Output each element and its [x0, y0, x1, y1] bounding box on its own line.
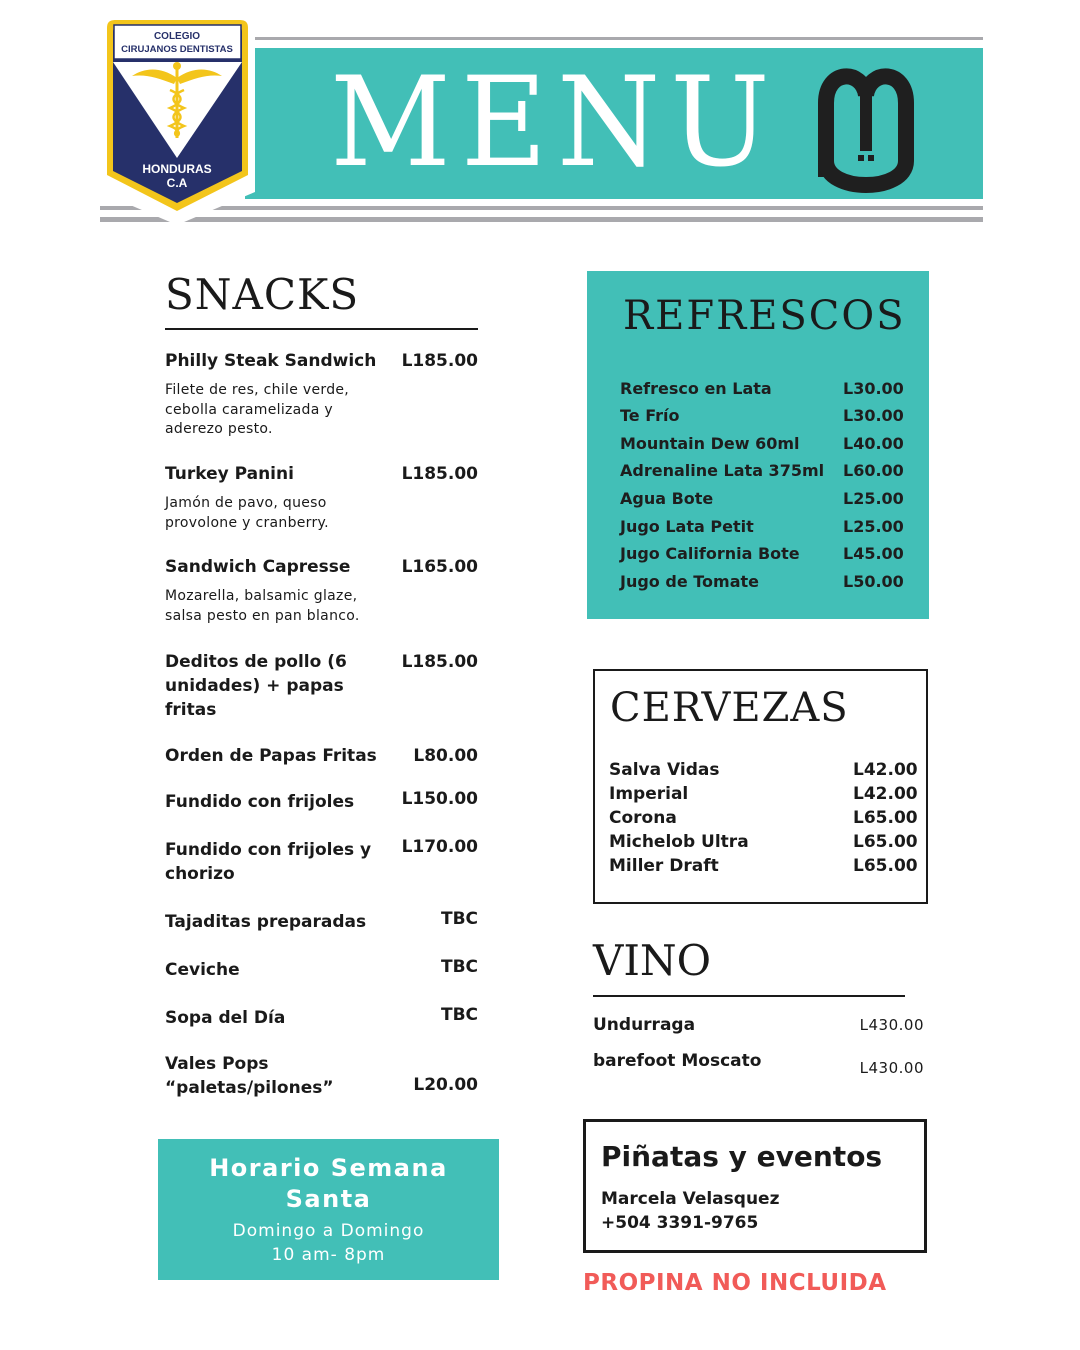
contact-name: Marcela Velasquez	[601, 1189, 780, 1209]
drink-name: Jugo Lata Petit	[620, 517, 754, 536]
snacks-heading: SNACKS	[165, 270, 360, 319]
item-description: Mozarella, balsamic glaze, salsa pesto en pan blanco.	[165, 588, 360, 624]
wine-price: L430.00	[859, 1059, 924, 1077]
drink-price: L60.00	[843, 461, 904, 480]
cervezas-heading: CERVEZAS	[610, 685, 849, 731]
tip-notice: PROPINA NO INCLUIDA	[583, 1270, 887, 1296]
wine-price: L430.00	[859, 1016, 924, 1034]
item-name: Philly Steak Sandwich	[165, 351, 377, 371]
item-price: L185.00	[401, 464, 478, 484]
item-name: Orden de Papas Fritas	[165, 746, 377, 766]
item-name: Sandwich Capresse	[165, 557, 351, 577]
beer-price: L65.00	[853, 856, 918, 876]
horario-hours: 10 am- 8pm	[271, 1245, 386, 1265]
drink-name: Agua Bote	[620, 489, 714, 508]
svg-text:HONDURAS: HONDURAS	[142, 162, 212, 176]
item-price: TBC	[440, 1005, 478, 1025]
svg-text:C.A: C.A	[166, 176, 188, 190]
drink-name: Adrenaline Lata 375ml	[620, 461, 825, 480]
item-price: L185.00	[401, 652, 478, 672]
wine-name: barefoot Moscato	[593, 1051, 762, 1071]
wine-name: Undurraga	[593, 1015, 696, 1035]
item-description: Jamón de pavo, queso provolone y cranberry.	[165, 495, 329, 531]
snacks-divider	[165, 328, 478, 330]
beer-price: L42.00	[853, 784, 918, 804]
drink-price: L30.00	[843, 379, 904, 398]
beer-name: Michelob Ultra	[609, 832, 749, 852]
beer-name: Corona	[609, 808, 677, 828]
horario-panel	[158, 1139, 499, 1280]
item-price: L170.00	[401, 837, 478, 857]
beer-name: Miller Draft	[609, 856, 719, 876]
drink-name: Refresco en Lata	[620, 379, 772, 398]
beer-name: Imperial	[609, 784, 689, 804]
item-price: L150.00	[401, 789, 478, 809]
item-name: Turkey Panini	[165, 464, 294, 484]
page-title: MENU	[330, 49, 780, 195]
svg-text:COLEGIO: COLEGIO	[153, 31, 201, 42]
item-price: L165.00	[401, 557, 478, 577]
item-name: Vales Pops “paletas/pilones”	[165, 1054, 334, 1098]
school-crest-logo	[100, 0, 255, 225]
item-price: L185.00	[401, 351, 478, 371]
m-monogram-logo	[812, 55, 920, 193]
item-name: Tajaditas preparadas	[165, 912, 367, 932]
refrescos-panel	[587, 271, 929, 619]
drink-price: L50.00	[843, 572, 904, 591]
beer-price: L42.00	[853, 760, 918, 780]
refrescos-heading: REFRESCOS	[623, 293, 906, 339]
eventos-title: Piñatas y eventos	[601, 1140, 883, 1173]
horario-title: Horario Semana Santa	[209, 1154, 448, 1213]
horario-days: Domingo a Domingo	[232, 1221, 425, 1241]
drink-price: L30.00	[843, 406, 904, 425]
item-description: Filete de res, chile verde, cebolla caramelizada y aderezo pesto.	[165, 382, 350, 437]
drink-name: Mountain Dew 60ml	[620, 434, 800, 453]
vino-heading: VINO	[593, 936, 712, 985]
item-name: Fundido con frijoles y chorizo	[165, 840, 372, 884]
item-price: TBC	[440, 909, 478, 929]
drink-price: L25.00	[843, 517, 904, 536]
item-name: Sopa del Día	[165, 1008, 286, 1028]
vino-divider	[593, 995, 905, 997]
item-price: L80.00	[413, 746, 478, 766]
item-name: Deditos de pollo (6 unidades) + papas fritas	[165, 652, 347, 720]
item-price: TBC	[440, 957, 478, 977]
beer-price: L65.00	[853, 832, 918, 852]
drink-name: Te Frío	[620, 406, 680, 425]
drink-name: Jugo California Bote	[620, 544, 800, 563]
beer-name: Salva Vidas	[609, 760, 720, 780]
eventos-panel	[583, 1119, 927, 1253]
drink-price: L25.00	[843, 489, 904, 508]
drink-price: L45.00	[843, 544, 904, 563]
item-price: L20.00	[413, 1075, 478, 1095]
cervezas-panel	[593, 669, 928, 904]
beer-price: L65.00	[853, 808, 918, 828]
drink-price: L40.00	[843, 434, 904, 453]
item-name: Fundido con frijoles	[165, 792, 355, 812]
item-name: Ceviche	[165, 960, 240, 980]
svg-text:CIRUJANOS DENTISTAS: CIRUJANOS DENTISTAS	[121, 44, 233, 55]
drink-name: Jugo de Tomate	[620, 572, 759, 591]
contact-phone: +504 3391-9765	[601, 1213, 759, 1233]
